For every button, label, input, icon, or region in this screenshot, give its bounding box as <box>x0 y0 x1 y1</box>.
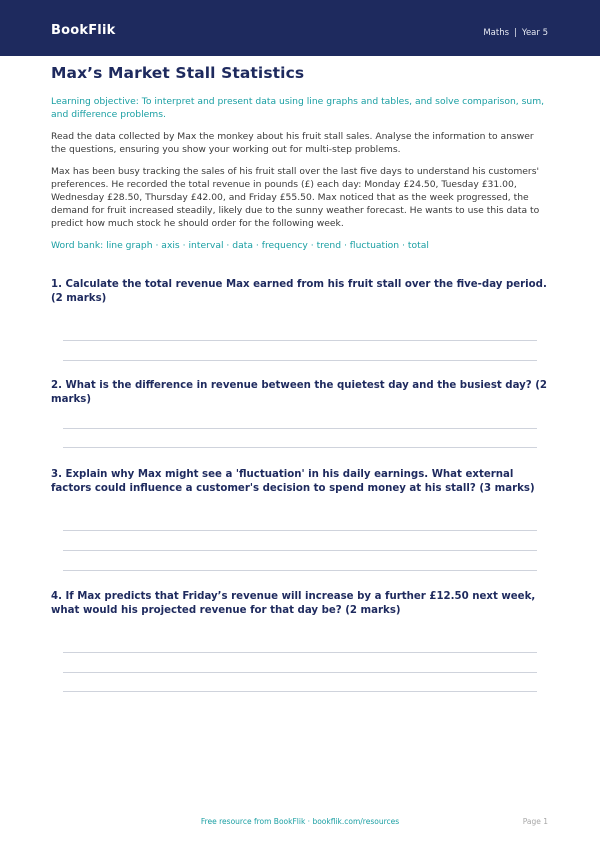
answer-line[interactable] <box>63 652 537 653</box>
answer-line[interactable] <box>63 570 537 571</box>
question-2: 2. What is the difference in revenue between the quietest day and the busiest day? (2 marks) <box>51 380 547 405</box>
brand-logo-text: BookFlik <box>51 23 116 38</box>
subject-label: Maths <box>483 28 510 38</box>
intro-paragraph: Read the data collected by Max the monkey about his fruit stall sales. Analyse the information to answer the questions, ensuring you show your working out for multi-step problems. <box>51 131 534 155</box>
year-label: Year 5 <box>521 28 548 38</box>
question-1: 1. Calculate the total revenue Max earned from his fruit stall over the five-day period. (2 marks) <box>51 279 547 304</box>
answer-line[interactable] <box>63 530 537 531</box>
subject-year-label <box>483 28 548 38</box>
question-4: 4. If Max predicts that Friday’s revenue will increase by a further £12.50 next week, what would his projected revenue for that day be? (2 marks) <box>51 591 536 616</box>
footer-credit: Free resource from BookFlik · bookflik.com/resources <box>200 817 400 826</box>
answer-line[interactable] <box>63 691 537 692</box>
data-passage: Max has been busy tracking the sales of his fruit stall over the last five days to understand his customers' preferences. He recorded the total revenue in pounds (£) each day: Monday £24.50, Tuesday £31.00, Wednesday £28.50, Thursday £42.00, and Friday £55.50. Max noticed that as the week progressed, the demand for fruit increased steadily, likely due to the sunny weather forecast. He wants to use this data to predict how much stock he should order for the following week. <box>51 166 540 229</box>
answer-line[interactable] <box>63 428 537 429</box>
answer-line[interactable] <box>63 672 537 673</box>
answer-line[interactable] <box>63 360 537 361</box>
worksheet-title: Max’s Market Stall Statistics <box>51 64 305 82</box>
worksheet-intro <box>51 64 551 252</box>
answer-line[interactable] <box>63 340 537 341</box>
answer-line[interactable] <box>63 550 537 551</box>
answer-line[interactable] <box>63 447 537 448</box>
learning-objective: Learning objective: To interpret and present data using line graphs and tables, and solve comparison, sum, and difference problems. <box>51 96 545 120</box>
page-header <box>0 0 600 56</box>
page-number: Page 1 <box>522 817 548 826</box>
word-bank: Word bank: line graph · axis · interval · data · frequency · trend · fluctuation · total <box>51 240 429 251</box>
meta-separator: | <box>514 28 517 38</box>
question-3: 3. Explain why Max might see a 'fluctuation' in his daily earnings. What external factors could influence a customer's decision to spend money at his stall? (3 marks) <box>51 469 535 494</box>
